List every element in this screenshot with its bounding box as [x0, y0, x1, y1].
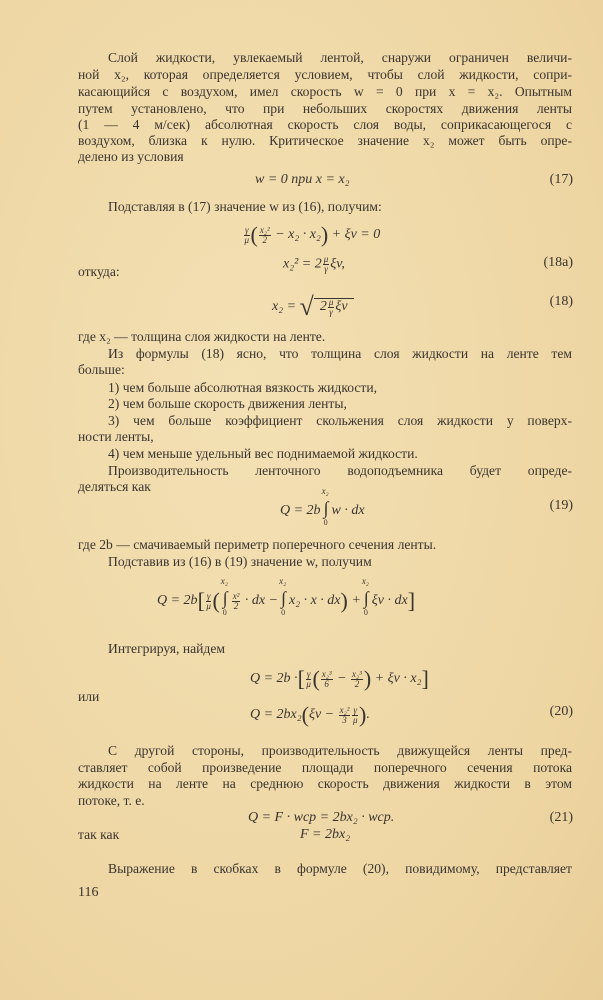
fraction-top: γ: [353, 704, 357, 715]
text-line: Производительность ленточного водоподъемника будет опреде-: [108, 463, 572, 478]
integral-sign: ∫ x₂ 0: [220, 576, 228, 618]
text-line: Подставив из (16) в (19) значение w, получим: [108, 554, 372, 569]
fraction-bottom: 6: [324, 678, 329, 689]
fraction-bottom: μ: [306, 678, 311, 689]
text-line: Подставляя в (17) значение w из (16), получим:: [108, 199, 382, 214]
text-line: Слой жидкости, увлекаемый лентой, снаружи ограничен величи-: [108, 50, 572, 65]
text-line: ставляет собой произведение площади поперечного сечения потока: [78, 760, 572, 775]
text-line: потоке, т. е.: [78, 793, 145, 808]
fraction-top: γ: [245, 224, 249, 235]
term: −: [337, 671, 347, 687]
text-line: путем установлено, что при небольших скоростях движения ленты: [78, 101, 572, 116]
term: + ξv = 0: [331, 227, 381, 243]
integral-sign: ∫ x₂ 0: [361, 576, 369, 618]
equation-number: (18): [549, 294, 573, 309]
equation-20: Q = 2bx₂(ξv − $\frac{\text{x₂²}}{3}$ $\frac{\gamma}{\mu}$ ).: [250, 702, 370, 727]
fraction-bottom: γ: [329, 306, 333, 317]
term: − x₂ · x₂: [275, 227, 321, 243]
equation-number: (17): [549, 172, 573, 187]
equation-18a: [283, 255, 345, 274]
text-line: касающийся с воздухом, имел скорость w = 0 при x = x₂. Опытным: [78, 84, 572, 99]
term: Q = 2b ·: [250, 671, 298, 687]
text-line: где 2b — смачиваемый периметр поперечного сечения ленты.: [78, 537, 437, 552]
term: 2: [319, 299, 327, 315]
equation-number: (19): [549, 498, 573, 513]
text-line: С другой стороны, производительность движущейся ленты пред-: [108, 743, 572, 758]
list-item: 4) чем меньше удельный вес поднимаемой жидкости.: [108, 446, 418, 461]
fraction-top: x₂²: [339, 704, 350, 715]
term: x₂² = 2: [283, 256, 322, 272]
fraction-bottom: μ: [206, 600, 211, 611]
text-line: или: [78, 689, 100, 704]
fraction-top: γ: [206, 590, 211, 601]
list-item: 1) чем больше абсолютная вязкость жидкости,: [108, 380, 378, 395]
equation-17: w = 0 при x = x₂: [255, 172, 350, 187]
equation-substitution: $\frac{\gamma}{\mu}$ ( $\frac{\text{x₂²}}{2}$ − x₂ · x₂) + ξv = 0: [244, 222, 381, 247]
text-line: ности ленты,: [78, 429, 154, 444]
term: Q = 2b: [157, 593, 198, 609]
term: · dx −: [244, 593, 279, 609]
fraction-top: μ: [328, 296, 334, 307]
text-line: жидкости на ленте на среднюю скорость движения жидкости в этом: [78, 776, 572, 791]
text-line: Из формулы (18) ясно, что толщина слоя жидкости на ленте тем: [108, 346, 572, 361]
term: ξv: [335, 299, 348, 315]
fraction-top: γ: [306, 668, 311, 679]
term: Q = 2bx₂: [250, 707, 302, 723]
term: .: [366, 707, 370, 723]
term: x₂ =: [272, 299, 297, 315]
term: + ξv · x₂: [374, 671, 422, 687]
fraction-bottom: μ: [352, 714, 358, 725]
equation-21: Q = F · wср = 2bx₂ · wср.: [248, 810, 395, 825]
fraction-top: x²: [232, 590, 240, 601]
text-line: Интегрируя, найдем: [108, 641, 225, 656]
text-line: где x₂ — толщина слоя жидкости на ленте.: [78, 329, 326, 344]
fraction-top: x₂³: [352, 668, 362, 679]
integral-sign: ∫ x₂ 0: [321, 486, 329, 527]
fraction-bottom: 2: [233, 600, 239, 611]
term: x₂ · x · dx: [289, 593, 341, 609]
term: Q = 2b: [280, 503, 321, 518]
equation-number: (21): [549, 810, 573, 825]
fraction-top: x₂²: [259, 224, 270, 235]
equation-number: (18а): [543, 255, 573, 270]
equation-integral-substitution: Q = 2b[ $\frac{\gamma}{\mu}$ ( ∫ x₂ 0 $\frac{\text{x²}}{2}$ · dx − ∫ x₂ 0 x₂ · x · dx) + ∫ x₂ 0 ξv · dx]: [157, 576, 416, 618]
text-line: больше:: [78, 362, 125, 377]
term: ξv −: [308, 707, 335, 723]
equation-18: [272, 292, 354, 322]
list-item: 2) чем больше скорость движения ленты,: [108, 396, 347, 411]
text-line: откуда:: [78, 264, 120, 279]
text-line: Выражение в скобках в формуле (20), повидимому, представляет: [108, 861, 572, 876]
equation-integrated: Q = 2b ·[ $\frac{\gamma}{\mu}$ ( $\frac{\text{x₂³}}{6}$ − $\frac{\text{x₂³}}{2}$ ) + ξv · x₂]: [250, 666, 429, 691]
integral-sign: ∫ x₂ 0: [279, 576, 287, 618]
term: ξv,: [330, 256, 345, 272]
equation-number: (20): [549, 704, 573, 719]
text-line: деляться как: [78, 479, 151, 494]
equation-f: F = 2bx₂: [300, 827, 351, 842]
term: ξv · dx: [371, 593, 408, 609]
text-line: воздухом, близка к нулю. Критическое значение x₂ может быть опре-: [78, 133, 572, 148]
page-number: 116: [78, 885, 99, 900]
fraction-bottom: 2: [354, 678, 360, 689]
fraction-top: μ: [323, 254, 329, 264]
radical-sign: √: [299, 292, 314, 321]
text-line: делено из условия: [78, 149, 184, 164]
fraction-bottom: 3: [342, 714, 347, 725]
list-item: 3) чем больше коэффициент скольжения слоя жидкости у поверх-: [108, 413, 572, 428]
text-line: так как: [78, 827, 120, 842]
fraction-bottom: 2: [262, 234, 268, 245]
text-line: ной x₂, которая определяется условием, чтобы слой жидкости, сопри-: [78, 67, 572, 82]
fraction-top: x₂³: [321, 668, 332, 679]
term: +: [351, 593, 361, 609]
fraction-bottom: μ: [244, 234, 250, 245]
equation-19: [280, 486, 365, 527]
term: w · dx: [331, 503, 365, 518]
fraction-bottom: γ: [324, 264, 328, 274]
text-line: (1 — 4 м/сек) абсолютная скорость слоя воды, соприкасающегося с: [78, 117, 572, 132]
